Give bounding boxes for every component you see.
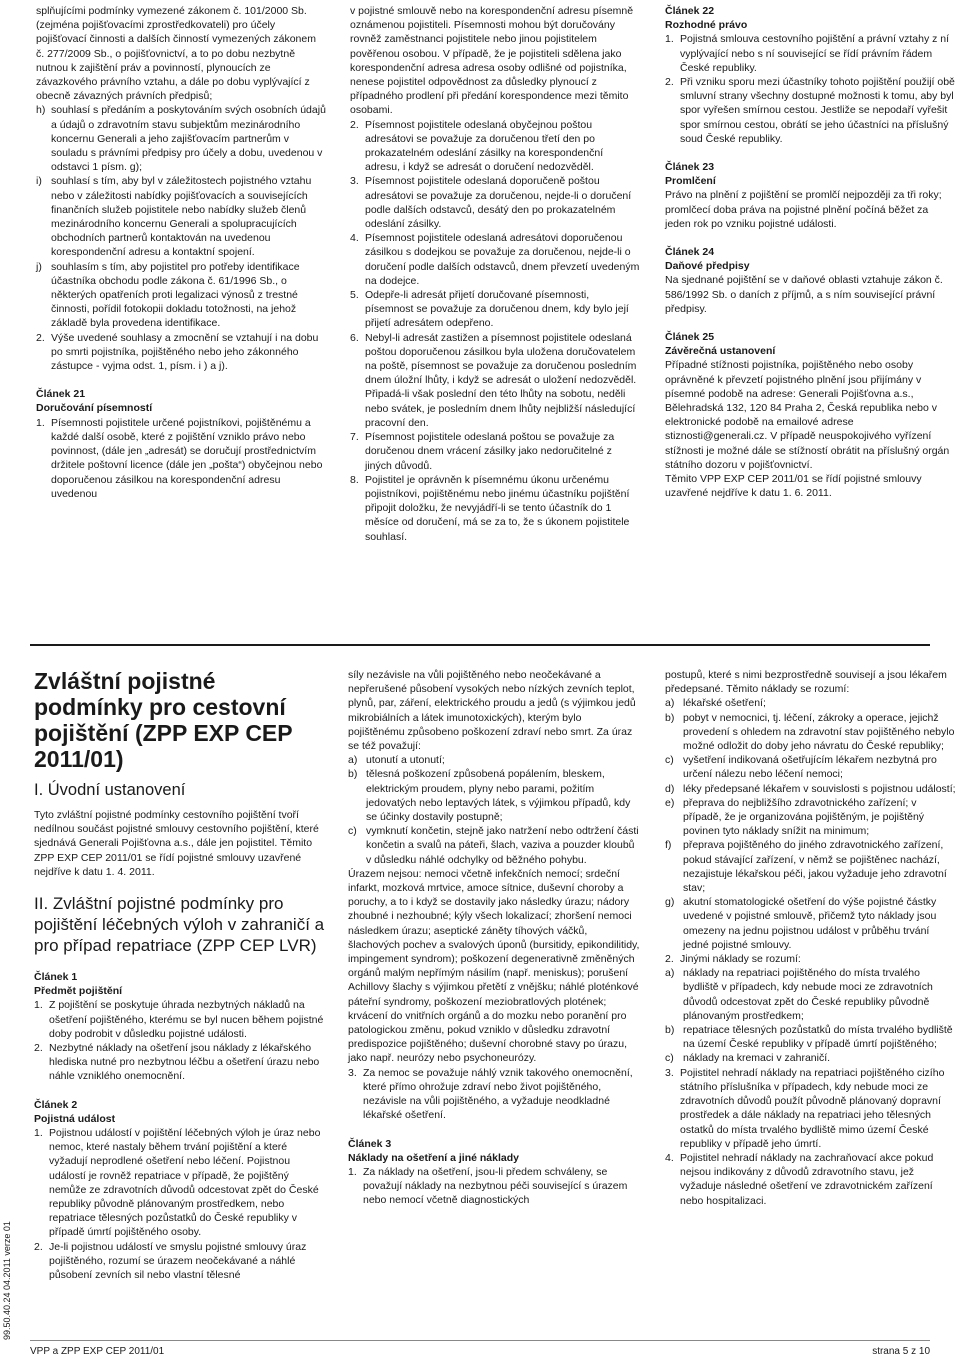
numbered-item — [350, 331, 640, 430]
spacer — [36, 373, 326, 387]
spacer — [34, 879, 326, 893]
item-text: utonutí a utonutí; — [366, 754, 445, 767]
item-text: přeprava pojištěného do jiného zdravotnického zařízení, pokud stávající zařízení, v němž se pojištěnec nachází, nezajistuje lékařskou péči, jakou vyžaduje jeho zdravotní stav; — [683, 839, 947, 895]
item-text: repatriace tělesných pozůstatků do místa trvalého bydliště na území České republiky v případě úmrtí pojištěného; — [683, 1024, 953, 1051]
item-text: Je-li pojistnou událostí ve smyslu pojistné smlouvy úraz pojištěného, rozumí se úrazem neočekávané a náhlé působení zevních sil nebo vlastní tělesné — [49, 1240, 307, 1282]
article-heading: Doručování písemností — [36, 402, 153, 415]
item-marker: g) — [665, 896, 675, 909]
numbered-item — [665, 952, 957, 966]
numbered-item — [350, 473, 640, 544]
numbered-item — [350, 231, 640, 288]
item-marker: j) — [36, 260, 42, 273]
document-title: Zvláštní pojistné podmínky pro cestovní pojištění (ZPP EXP CEP 2011/01) — [34, 668, 293, 772]
numbered-item — [665, 32, 955, 75]
item-marker: 2. — [36, 331, 45, 344]
top-column-3 — [665, 4, 955, 501]
bottom-column-3 — [665, 668, 957, 1208]
item-text: pobyt v nemocnici, tj. léčení, zákroky a operace, jejichž provedení s ohledem na zdravotní stav pojištěného nebylo možné odložit do doby jeho návratu do České republiky; — [683, 711, 955, 753]
item-marker: b) — [665, 1024, 675, 1037]
item-marker: i) — [36, 175, 42, 188]
item-text: Pojistnou událostí v pojištění léčebných výloh je úraz nebo nemoc, které nastaly během trvání pojištění a které vyžadují neprodlené ošetření nebo léčení. Pojistnou událostí je rovněž repatriace v případě, že pojištěný nemůže ze zdravotních důvodů odcestovat zpět do České republiky původně plánovaným prostředkem, nebo repatriace tělesných pozůstatků do České republiky v případě úmrtí pojištěného osoby. — [49, 1127, 321, 1239]
lettered-item — [348, 753, 640, 767]
item-text: přeprava do nejbližšího zdravotnického zařízení; v případě, že je organizována pojištěným, je pojištěný povinen tyto náklady snížit na minimum; — [683, 796, 925, 838]
item-text: náklady na kremaci v zahraničí. — [683, 1052, 831, 1065]
item-marker: b) — [348, 768, 358, 781]
section-divider — [30, 644, 930, 646]
item-text: Nezbytné náklady na ošetření jsou náklady z lékařského hlediska nutné pro nezbytnou léčbu a ošetření úrazu nebo náhle vzniklého onemocnění. — [49, 1042, 320, 1083]
numbered-item — [665, 1151, 957, 1208]
side-version-code: 99.50.40.24 04.2011 verze 01 — [2, 1221, 12, 1340]
item-marker: d) — [665, 782, 675, 795]
item-text: Odepře-li adresát přijetí doručované písemnosti, písemnost se považuje za doručenou dnem, kdy bylo její přijetí adresátem odepřeno. — [365, 289, 629, 330]
item-text: Písemnosti pojistitele určené pojistníkovi, pojištěnému a každé další osobě, které z pojištění vzniklo právo nebo povinnost, (dále jen „adresát) se doručují prostřednictvím držitele poštovní licence (dále jen „pošta“) obyčejnou nebo doporučenou zásilkou na korespondenční adresu uvedenou — [51, 416, 323, 500]
item-marker: 2. — [665, 76, 674, 89]
numbered-item — [34, 998, 326, 1041]
lettered-item — [665, 1023, 957, 1051]
section-heading: II. Zvláštní pojistné podmínky pro pojištění léčebných výloh v zahraničí a pro případ repatriace (ZPP CEP LVR) — [34, 894, 325, 956]
numbered-item — [36, 331, 326, 374]
numbered-item — [36, 416, 326, 501]
item-text: vymknutí končetin, stejně jako natržení nebo odtržení části končetin a svalů na páteři, šlach, vaziva a pouzder kloubů v důsledku náhlé odchylky od běžného pohybu. — [366, 825, 639, 866]
item-text: Nebyl-li adresát zastižen a písemnost pojistitele odeslaná poštou doporučenou zásilkou byla uložena doručovatelem na poště, písemnost se považuje za doručenou posledním dnem úložní lhůty, i když se adresát o uložení nedozvěděl. Připadá-li však poslední den této lhůty na sobotu, neděli nebo svátek, je posledním dnem lhůty nejbližší následující pracovní den. — [365, 331, 637, 429]
article-heading: Rozhodné právo — [665, 19, 748, 32]
spacer — [34, 956, 326, 970]
item-marker: f) — [665, 839, 672, 852]
item-text: Pojistitel nehradí náklady na repatriaci pojištěného cizího státního příslušníka v případech, kdy nebude moci ze zdravotních důvodů použít původně plánovaný dopravní prostředek a dále náklady na repatriaci jeho tělesných ostatků do místa trvalého bydliště mimo území České republiky v případě jeho úmrtí. — [680, 1066, 945, 1150]
bottom-column-2 — [348, 668, 640, 1208]
item-marker: 1. — [34, 1127, 43, 1140]
item-marker: 8. — [350, 473, 359, 486]
article-heading: Předmět pojištění — [34, 985, 123, 998]
lettered-item — [665, 796, 957, 839]
lettered-item — [665, 753, 957, 781]
item-text: souhlasí s předáním a poskytováním svých osobních údajů a údajů o zdravotním stavu subjektům mezinárodního koncernu Generali a jeho zajišťovacím partnerům v souladu s právními předpisy pro účely a dobu, uvedenou v odstavci 1 písm. g); — [51, 104, 326, 174]
item-text: lékařské ošetření; — [683, 697, 766, 710]
lettered-item — [665, 711, 957, 754]
item-marker: a) — [665, 967, 675, 980]
numbered-item — [665, 1066, 957, 1151]
article-heading: Pojistná událost — [34, 1112, 116, 1125]
lettered-item — [665, 966, 957, 1023]
item-marker: a) — [665, 697, 675, 710]
item-text: Za nemoc se považuje náhlý vznik takového onemocnění, které přímo ohrožuje zdraví nebo život pojištěného, nezávisle na vůli pojištěného, a vyžaduje neodkladné lékařské ošetření. — [363, 1066, 633, 1122]
item-marker: 6. — [350, 331, 359, 344]
item-text: Za náklady na ošetření, jsou-li předem schváleny, se považují náklady na nezbytnou péči související s úrazem nebo nemocí včetně diagnostických — [363, 1165, 628, 1207]
item-marker: 4. — [665, 1151, 674, 1164]
item-text: Pojistná smlouva cestovního pojištění a právní vztahy z ní vyplývající nebo s ní související se řídí právním řádem České republiky. — [680, 33, 950, 74]
item-marker: 3. — [350, 175, 359, 188]
item-text: Pojistitel je oprávněn k písemnému úkonu určenému pojistníkovi, pojištěnému nebo jinému účastníku pojištění připojit doložku, že nevyjádří-li se tento účastník do 1 měsíce od doručení, má se za to, že s úkonem pojistitele souhlasí. — [365, 473, 630, 543]
spacer — [665, 316, 955, 330]
item-text: Písemnost pojistitele odeslaná doporučeně poštou adresátovi se považuje za doručenou, nejde-li o doručení podle dalších odstavců, desátý den po prokazatelném odeslání zásilky. — [365, 175, 632, 231]
footer-rule — [30, 1340, 930, 1341]
item-marker: 3. — [348, 1066, 357, 1079]
spacer — [34, 772, 326, 780]
paragraph: Těmito VPP EXP CEP 2011/01 se řídí pojistné smlouvy uzavřené nejdříve k datu 1. 6. 2011. — [665, 473, 922, 500]
item-text: vyšetření indikovaná ošetřujícím lékařem nezbytná pro určení nálezu nebo léčení nemoci; — [683, 754, 937, 781]
item-marker: 3. — [665, 1066, 674, 1079]
item-marker: 5. — [350, 289, 359, 302]
item-text: souhlasím s tím, aby pojistitel pro potřeby identifikace účastníka obchodu podle zákona č. 61/1996 Sb., o některých opatřeních proti legalizaci výnosů z trestné činnosti, pořídil fotokopii dokladu totožnosti, na jehož základě byla provedena identifikace. — [51, 260, 300, 330]
item-text: Výše uvedené souhlasy a zmocnění se vztahují i na dobu po smrti pojistníka, pojištěného nebo jeho zákonného zástupce - vyjma odst. 1, písm. i ) a j). — [51, 331, 319, 373]
numbered-item — [348, 1066, 640, 1123]
item-text: souhlasí s tím, aby byl v záležitostech pojistného vztahu nebo v záležitosti nabídky pojišťovacích a souvisejících finančních služeb pojistitele nebo nabídky služeb členů mezinárodního koncernu Generali a spolupracujících obchodních partnerů kontaktován na uvedenou korespondenční adresu a kontaktní spojení. — [51, 175, 312, 259]
spacer — [348, 1123, 640, 1137]
item-marker: c) — [665, 1052, 674, 1065]
lettered-item — [348, 824, 640, 867]
numbered-item — [34, 1041, 326, 1084]
item-text: Písemnost pojistitele odeslaná poštou se považuje za doručenou dnem vrácení zásilky jako nedoručitelné z jiných důvodů. — [365, 431, 615, 472]
lettered-item — [665, 838, 957, 895]
paragraph: Na sjednané pojištění se v daňové oblasti vztahuje zákon č. 586/1992 Sb. o daních z příjmů, a s ním související právní předpisy. — [665, 274, 943, 315]
section-heading: I. Úvodní ustanovení — [34, 781, 186, 799]
paragraph: splňujícími podmínky vymezené zákonem č. 101/2000 Sb. (zejména pojišťovacími zprostředkovateli) pro účely pojišťovací činnosti a dalších činností vymezených zákonem č. 277/2009 Sb., o pojišťovnictví, a to po dobu nezbytně nutnou k zajištění práv a povinností, plynoucích ze závazkového právního vztahu, a dále po dobu vyplývající z obecně závazných právních předpisů; — [36, 5, 316, 103]
item-marker: 1. — [348, 1165, 357, 1178]
numbered-item — [350, 288, 640, 331]
article-heading: Článek 24 — [665, 246, 715, 259]
article-heading: Článek 22 — [665, 5, 715, 17]
item-marker: 2. — [34, 1240, 43, 1253]
lettered-item — [36, 260, 326, 331]
item-text: tělesná poškození způsobená popálením, bleskem, elektrickým proudem, plyny nebo parami, požitím jedovatých nebo leptavých látek, s výjimkou případů, kdy se účinky dostavily postupně; — [366, 768, 631, 824]
paragraph: Právo na plnění z pojištění se promlčí nejpozději za tři roky; promlčecí doba práva na pojistné plnění počíná běžet za jeden rok po vzniku pojistné události. — [665, 189, 942, 230]
lettered-item — [665, 696, 957, 710]
item-marker: 1. — [36, 416, 45, 429]
top-column-2 — [350, 4, 640, 544]
item-text: Z pojištění se poskytuje úhrada nezbytných nákladů na ošetření pojištěného, kterému se byl nucen během pojistné doby podrobit v důsledku pojistné události. — [49, 999, 324, 1040]
item-text: Jinými náklady se rozumí: — [680, 953, 801, 966]
article-heading: Článek 1 — [34, 971, 78, 984]
item-marker: c) — [348, 825, 357, 838]
article-heading: Závěrečná ustanovení — [665, 345, 776, 358]
spacer — [34, 1084, 326, 1098]
numbered-item — [350, 118, 640, 175]
lettered-item — [348, 767, 640, 824]
lettered-item — [36, 103, 326, 174]
top-column-1 — [36, 4, 326, 501]
item-marker: e) — [665, 796, 675, 809]
paragraph: Tyto zvláštní pojistné podmínky cestovního pojištění tvoří nedílnou součást pojistné smlouvy cestovního pojištění, které sjednává Generali Pojišťovna a.s., dále jen pojistitel. Těmito ZPP EXP CEP 2011/01 se řídí pojistné smlouvy uzavřené nejdříve k datu 1. 4. 2011. — [34, 809, 319, 878]
footer-page-number: strana 5 z 10 — [872, 1346, 930, 1357]
article-heading: Článek 3 — [348, 1137, 392, 1150]
item-text: náklady na repatriaci pojištěného do místa trvalého bydliště v případech, kdy nebude moci ze zdravotních důvodů odcestovat zpět do České republiky původně plánovaným prostředkem; — [683, 967, 933, 1022]
item-marker: 1. — [665, 33, 674, 46]
paragraph: Případné stížnosti pojistníka, pojištěného nebo osoby oprávněné k převzetí pojistného plnění jsou přijímány v písemné podobě na adrese: Generali Pojišťovna a.s., Bělehradská 132, 120 84 Praha 2, Česká republika nebo v elektronické podobě na emailové adrese stiznosti@generali.cz. V případě neuspokojivého vyřízení stížnosti je možné dále se stížností obrátit na příslušný orgán státního dozoru v pojišťovnictví. — [665, 359, 950, 471]
item-text: Písemnost pojistitele odeslaná adresátovi doporučenou zásilkou s dodejkou se považuje za doručenou, nejde-li o doručení podle dalších odstavců, dnem převzetí uvedeným na dodejce. — [365, 232, 640, 287]
item-text: Pojistitel nehradí náklady na zachraňovací akce pokud nejsou indikovány z důvodů zdravotního stavu, jež vyžaduje následné ošetření ve zdravotnickém zařízení nebo hospitalizaci. — [680, 1151, 934, 1207]
spacer — [665, 146, 955, 160]
item-text: Při vzniku sporu mezi účastníky tohoto pojištění použijí obě smluvní strany všechny dostupné možnosti k tomu, aby byl spor vyřešen smírnou cestou. Jestliže se nepodaří vyřešit spor smírnou cestou, obrátí se jeho účastníci na příslušný soud České republiky. — [680, 76, 955, 145]
item-marker: 7. — [350, 431, 359, 444]
numbered-item — [350, 174, 640, 231]
item-marker: a) — [348, 754, 358, 767]
numbered-item — [34, 1126, 326, 1240]
footer-left-label: VPP a ZPP EXP CEP 2011/01 — [30, 1346, 165, 1357]
spacer — [665, 231, 955, 245]
item-marker: 1. — [34, 999, 43, 1012]
item-marker: b) — [665, 711, 675, 724]
article-heading: Daňové předpisy — [665, 260, 750, 273]
paragraph: Úrazem nejsou: nemoci včetně infekčních nemocí; srdeční infarkt, mozková mrtvice, amoce sítnice, duševní choroby a poruchy, a to i když se dostavily jako následky úrazu; nádory zhoubné i nezhoubné; kýly všech lokalizací; zhoršení nemoci následkem úrazu; aseptické záněty tíhových váčků, šlachových pochev a svalových úponů (bursitidy, epikondilitidy, impingement syndrom); poškození degenerativně změněných orgánů malým nepřímým násilím (např. meniskus); porušení Achillovy šlachy s výjimkou přetětí z vnějšku; náhlé ploténkové páteřní syndromy, poškození meziobratlových plotének; krvácení do vnitřních orgánů a do mozku nebo poranění pro patologickou změnu, pokud vzniklo v důsledku zdravotní predispozice pojištěného; duševní chorobné stavy po úrazu, jako např. neurózy nebo psychoneurózy. — [348, 867, 640, 1065]
numbered-item — [665, 75, 955, 146]
article-heading: Článek 25 — [665, 331, 715, 344]
item-marker: 2. — [34, 1042, 43, 1055]
paragraph: síly nezávisle na vůli pojištěného nebo neočekávané a nepřerušené působení vysokých nebo nízkých zevních teplot, plynů, par, záření, elektrického proudu a jedů (s výjimkou jedů mikrobiálních a látek imunotoxických), kterým bylo pojištěnému způsobeno poškození zdraví nebo smrt. Za úraz se též považují: — [348, 669, 636, 753]
numbered-item — [348, 1165, 640, 1208]
bottom-column-1 — [34, 668, 326, 1282]
lettered-item — [36, 174, 326, 259]
numbered-item — [350, 430, 640, 473]
lettered-item — [665, 1051, 957, 1065]
lettered-item — [665, 895, 957, 952]
item-marker: 4. — [350, 232, 359, 245]
article-heading: Článek 23 — [665, 161, 715, 174]
paragraph: v pojistné smlouvě nebo na korespondenční adresu písemně oznámenou pojistiteli. Písemnosti mohou být doručovány rovněž zaměstnanci pojistitele nebo jinou pojistitelem pověřenou osobou. V případě, že je pojistiteli sdělena jako korespondenční adresa adresa osoby odlišné od pojistníka, nenese pojistitel odpovědnost za důsledky plynoucí z případného prodlení při předání korespondence mezi těmito osobami. — [350, 5, 634, 117]
article-heading: Článek 2 — [34, 1098, 78, 1111]
spacer — [34, 800, 326, 808]
item-marker: c) — [665, 754, 674, 767]
item-marker: 2. — [665, 953, 674, 966]
lettered-item — [665, 782, 957, 796]
article-heading: Článek 21 — [36, 388, 86, 401]
article-heading: Promlčení — [665, 175, 716, 188]
item-text: Písemnost pojistitele odeslaná obyčejnou poštou adresátovi se považuje za doručenou třetí den po prokazatelném odeslání zásilky na korespondenční adresu, i když se adresát o doručení nedozvěděl. — [365, 118, 604, 174]
numbered-item — [34, 1240, 326, 1283]
item-text: léky předepsané lékařem v souvislosti s pojistnou událostí; — [683, 782, 956, 795]
item-marker: h) — [36, 104, 46, 117]
item-marker: 2. — [350, 118, 359, 131]
paragraph: postupů, které s nimi bezprostředně souvisejí a jsou lékařem předepsané. Těmito náklady se rozumí: — [665, 669, 947, 696]
article-heading: Náklady na ošetření a jiné náklady — [348, 1151, 519, 1164]
item-text: akutní stomatologické ošetření do výše pojistné částky uvedené v pojistné smlouvě, přičemž tyto náklady jsou omezeny na jednu pojistnou událost v průběhu trvání jedné pojistné smlouvy. — [683, 896, 937, 951]
